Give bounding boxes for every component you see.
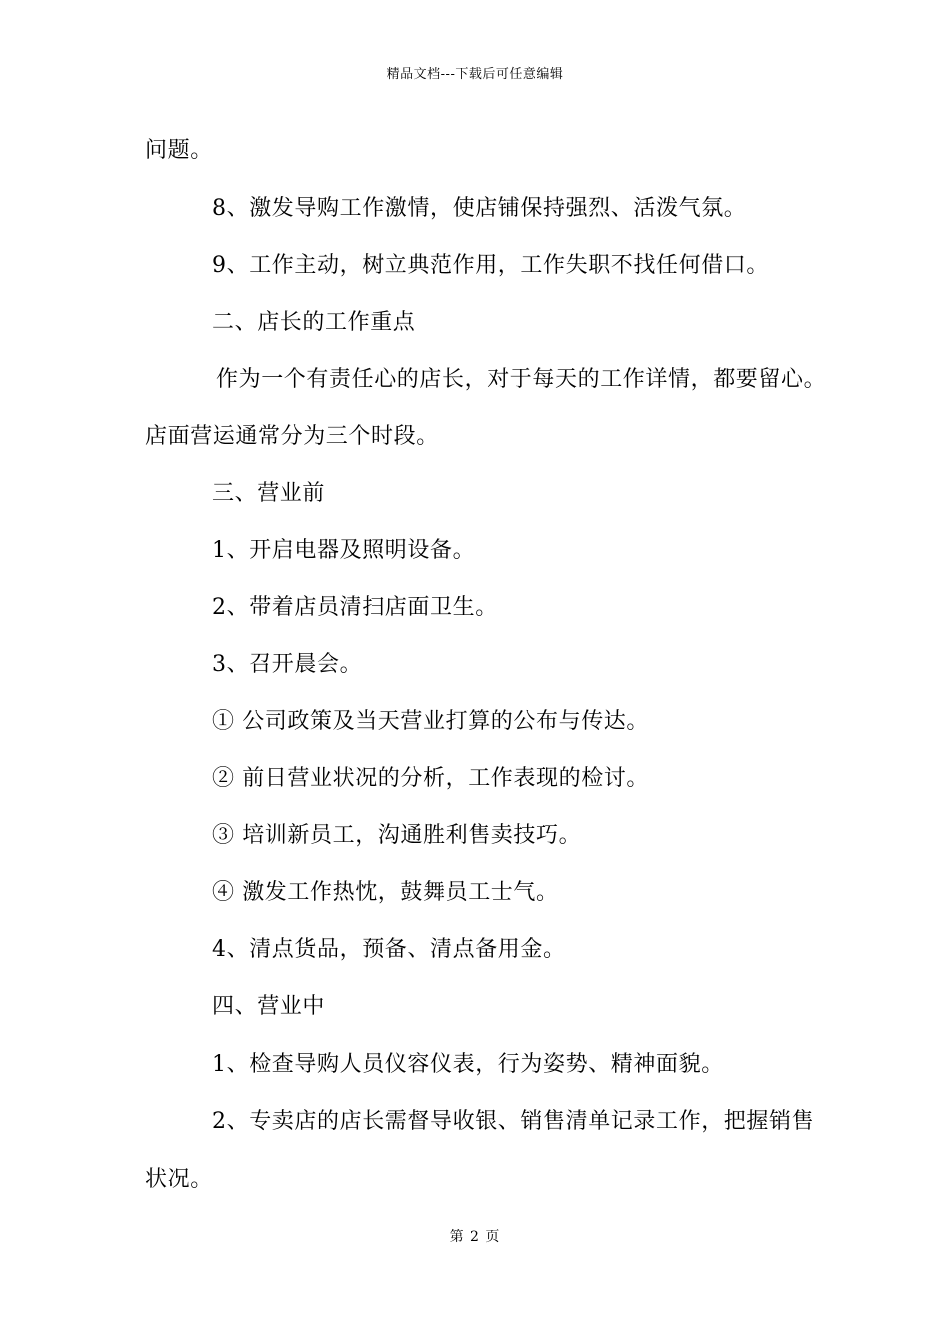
text-line: ② 前日营业状况的分析，工作表现的检讨。	[212, 766, 649, 791]
text-line: 3、召开晨会。	[212, 652, 363, 677]
text-line: 2、专卖店的店长需督导收银、销售清单记录工作，把握销售	[212, 1109, 815, 1134]
section-heading: 二、店长的工作重点	[212, 310, 416, 335]
page-header: 精品文档---下载后可任意编辑	[386, 67, 564, 82]
text-line: 2、带着店员清扫店面卫生。	[212, 595, 498, 620]
text-line: ① 公司政策及当天营业打算的公布与传达。	[212, 709, 649, 734]
text-line: ③ 培训新员工，沟通胜利售卖技巧。	[212, 823, 582, 848]
text-line: 9、工作主动，树立典范作用，工作失职不找任何借口。	[212, 253, 769, 278]
text-line: 店面营运通常分为三个时段。	[145, 424, 439, 449]
text-line: 8、激发导购工作激情，使店铺保持强烈、活泼气氛。	[212, 196, 747, 221]
text-line: 1、开启电器及照明设备。	[212, 538, 476, 563]
text-line: ④ 激发工作热忱，鼓舞员工士气。	[212, 880, 559, 905]
page-number: 第 2 页	[449, 1229, 501, 1245]
text-line: 作为一个有责任心的店长，对于每天的工作详情，都要留心。	[216, 367, 827, 392]
section-heading: 三、营业前	[212, 481, 326, 506]
text-line: 4、清点货品，预备、清点备用金。	[212, 937, 566, 962]
text-line: 问题。	[145, 138, 213, 163]
section-heading: 四、营业中	[212, 994, 326, 1019]
text-line: 1、检查导购人员仪容仪表，行为姿势、精神面貌。	[212, 1052, 724, 1077]
text-line: 状况。	[145, 1167, 213, 1192]
